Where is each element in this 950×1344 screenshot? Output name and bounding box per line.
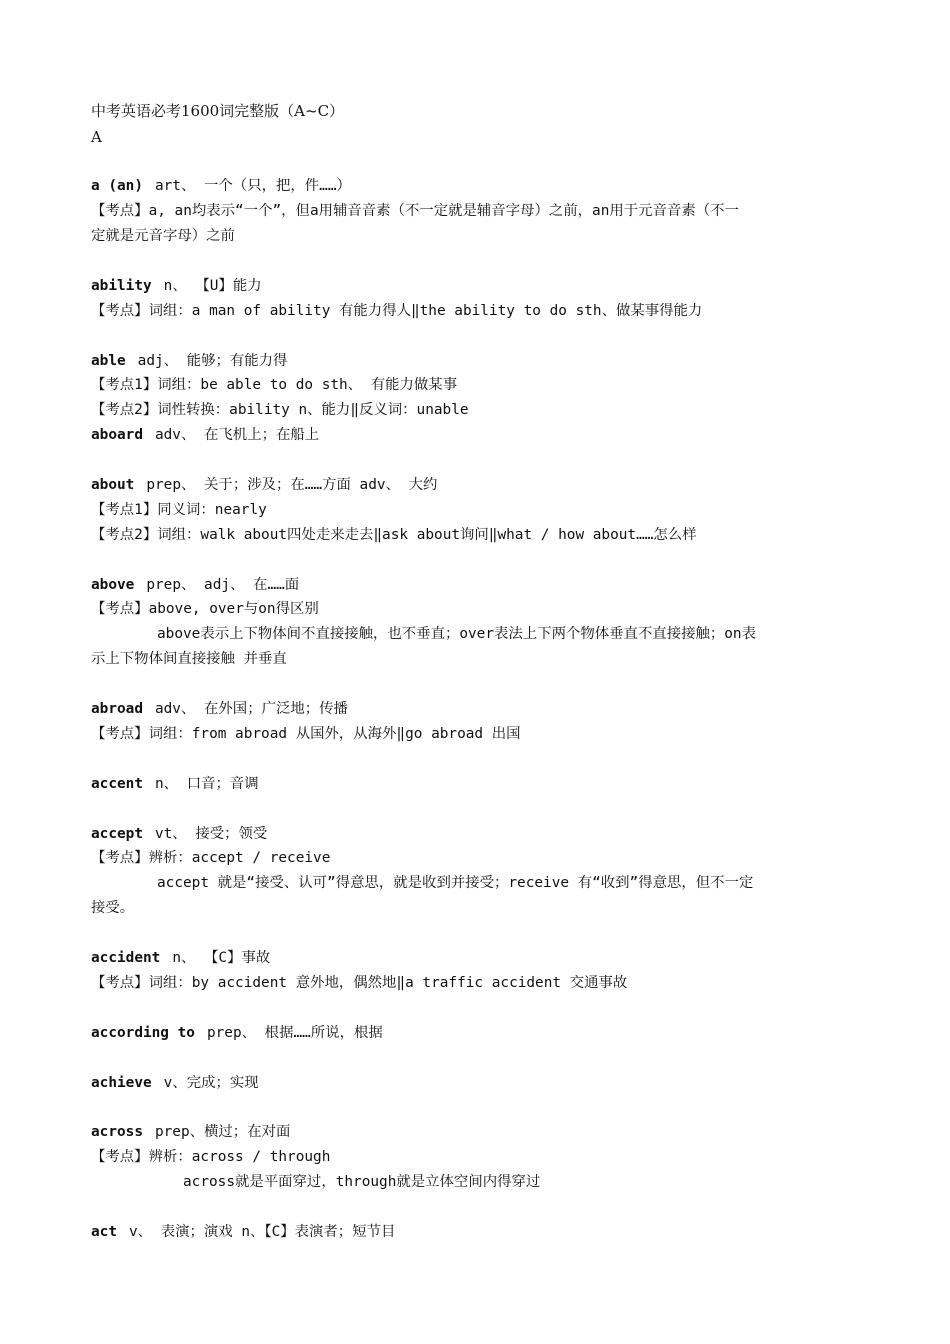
headword: aboard xyxy=(91,427,143,443)
definition: n、 【C】事故 xyxy=(172,950,271,966)
section-letter: A xyxy=(91,128,102,146)
exam-note: 【考点2】词性转换：ability n、能力‖反义词：unable xyxy=(91,402,469,418)
exam-note-detail: across就是平面穿过，through就是立体空间内得穿过 xyxy=(183,1174,541,1190)
definition: prep、 关于；涉及；在……方面 adv、 大约 xyxy=(146,477,438,493)
definition: n、 口音；音调 xyxy=(154,776,259,792)
headword: according to xyxy=(91,1025,195,1041)
exam-note: 定就是元音字母）之前 xyxy=(91,228,235,244)
headword: accept xyxy=(91,826,143,842)
exam-note: 【考点】词组：from abroad 从国外，从海外‖go abroad 出国 xyxy=(91,726,521,742)
entry-above xyxy=(91,575,299,595)
entry-across xyxy=(91,1122,290,1142)
entry-aboard xyxy=(91,425,319,445)
exam-note-detail: accept 就是“接受、认可”得意思，就是收到并接受；receive 有“收到”得意思，但不一定 xyxy=(157,875,754,891)
entry-accent xyxy=(91,774,259,794)
definition: adj、 能够；有能力得 xyxy=(137,353,288,369)
exam-note: 【考点】词组：by accident 意外地，偶然地‖a traffic accident 交通事故 xyxy=(91,975,628,991)
entry-achieve xyxy=(91,1073,259,1093)
exam-note: 【考点1】词组：be able to do sth、 有能力做某事 xyxy=(91,377,458,393)
definition: prep、 根据……所说，根据 xyxy=(206,1025,383,1041)
exam-note: 【考点】辨析：accept / receive xyxy=(91,850,331,866)
entry-according-to xyxy=(91,1023,383,1043)
exam-note-detail: 接受。 xyxy=(91,900,135,916)
entry-abroad xyxy=(91,699,348,719)
headword: across xyxy=(91,1124,143,1140)
document-title: 中考英语必考1600词完整版（A~C） xyxy=(91,102,345,120)
entry-accept xyxy=(91,824,267,844)
definition: adv、 在外国；广泛地；传播 xyxy=(154,701,348,717)
definition: v、完成；实现 xyxy=(163,1075,259,1091)
exam-note: 【考点】辨析：across / through xyxy=(91,1149,331,1165)
definition: prep、横过；在对面 xyxy=(154,1124,291,1140)
headword: act xyxy=(91,1224,117,1240)
exam-note: 【考点】above, over与on得区别 xyxy=(91,601,319,617)
exam-note: 【考点】a, an均表示“一个”，但a用辅音音素（不一定就是辅音字母）之前，an用于元音音素（不一 xyxy=(91,203,739,219)
entry-able xyxy=(91,351,287,371)
headword: ability xyxy=(91,278,152,294)
entry-ability xyxy=(91,276,262,296)
definition: v、 表演；演戏 n、【C】表演者；短节目 xyxy=(129,1224,396,1240)
definition: prep、 adj、 在……面 xyxy=(146,577,300,593)
definition: art、 一个（只，把，件……） xyxy=(154,178,351,194)
headword: abroad xyxy=(91,701,143,717)
exam-note-detail: above表示上下物体间不直接接触，也不垂直；over表法上下两个物体垂直不直接接触；on表 xyxy=(157,626,756,642)
definition: vt、 接受；领受 xyxy=(154,826,268,842)
headword: achieve xyxy=(91,1075,152,1091)
entry-about xyxy=(91,475,437,495)
exam-note: 【考点1】同义词：nearly xyxy=(91,502,267,518)
entry-accident xyxy=(91,948,270,968)
definition: n、 【U】能力 xyxy=(163,278,262,294)
entry-act xyxy=(91,1222,395,1242)
exam-note: 【考点2】词组：walk about四处走来走去‖ask about询问‖what / how about……怎么样 xyxy=(91,527,697,543)
headword: accident xyxy=(91,950,161,966)
headword: a (an) xyxy=(91,178,143,194)
exam-note-detail: 示上下物体间直接接触 并垂直 xyxy=(91,651,287,667)
headword: able xyxy=(91,353,126,369)
headword: above xyxy=(91,577,135,593)
definition: adv、 在飞机上；在船上 xyxy=(154,427,320,443)
entry-a-an xyxy=(91,176,351,196)
headword: about xyxy=(91,477,135,493)
headword: accent xyxy=(91,776,143,792)
exam-note: 【考点】词组：a man of ability 有能力得人‖the ability to do sth、做某事得能力 xyxy=(91,303,703,319)
